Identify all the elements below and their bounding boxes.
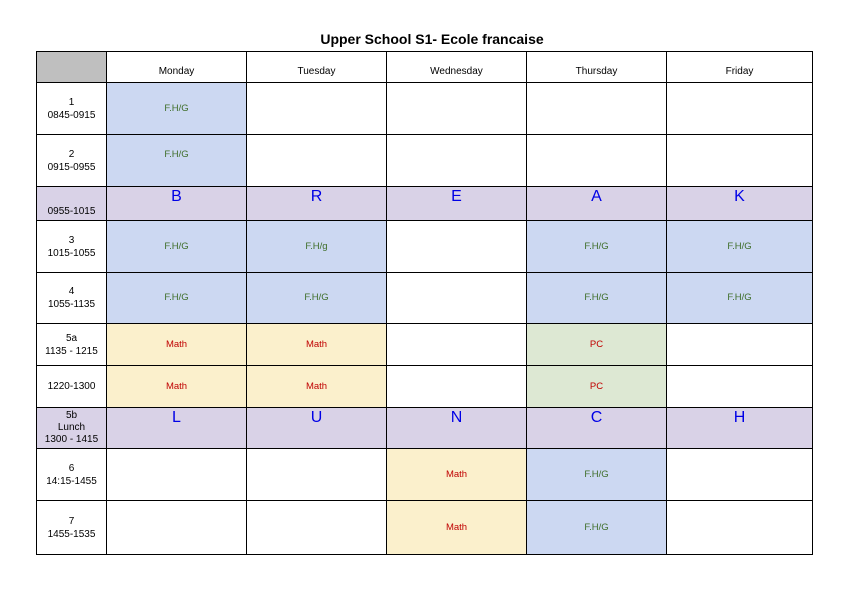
period-time-cell <box>37 83 107 135</box>
lesson-cell: F.H/G <box>107 221 247 273</box>
period-time-cell <box>37 408 107 449</box>
empty-cell <box>667 449 813 501</box>
empty-cell <box>247 83 387 135</box>
period-time: 0955-1015 <box>47 206 96 217</box>
period-number: 1 <box>68 96 75 108</box>
period-time: 1455-1535 <box>47 528 96 540</box>
period-number: 2 <box>68 148 75 160</box>
day-header-friday: Friday <box>667 52 813 83</box>
period-time: 0915-0955 <box>47 161 96 173</box>
period-row <box>37 449 813 501</box>
lesson-cell: Math <box>107 324 247 366</box>
period-number: 3 <box>68 234 75 246</box>
break-letter: B <box>107 187 247 221</box>
period-time-cell <box>37 135 107 187</box>
empty-cell <box>667 324 813 366</box>
period-time-cell <box>37 501 107 555</box>
break-letter: R <box>247 187 387 221</box>
period-number: 6 <box>68 462 75 474</box>
lesson-cell: F.H/G <box>527 501 667 555</box>
period-time-cell <box>37 449 107 501</box>
lunch-letter: L <box>107 408 247 449</box>
break-letter: K <box>667 187 813 221</box>
break-letter: A <box>527 187 667 221</box>
period-time: 1055-1135 <box>47 299 96 310</box>
empty-cell <box>527 83 667 135</box>
page-title: Upper School S1- Ecole francaise <box>320 31 544 47</box>
break-letter: E <box>387 187 527 221</box>
lesson-cell: Math <box>247 324 387 366</box>
lunch-row <box>37 408 813 449</box>
period-time: 0845-0915 <box>47 109 96 121</box>
period-time: 1300 - 1415 <box>44 434 99 445</box>
empty-cell <box>667 366 813 408</box>
empty-cell <box>107 501 247 555</box>
lunch-letter: U <box>247 408 387 449</box>
empty-cell <box>387 366 527 408</box>
lunch-letter: N <box>387 408 527 449</box>
lesson-cell: F.H/G <box>667 273 813 324</box>
lesson-cell: Math <box>387 501 527 555</box>
period-time: 14:15-1455 <box>46 475 97 487</box>
lesson-cell: Math <box>247 366 387 408</box>
empty-cell <box>527 135 667 187</box>
lesson-cell: F.H/G <box>107 83 247 135</box>
day-header-tuesday: Tuesday <box>247 52 387 83</box>
empty-cell <box>247 135 387 187</box>
lesson-cell: PC <box>527 366 667 408</box>
empty-cell <box>387 83 527 135</box>
lesson-cell: F.H/G <box>107 135 247 187</box>
period-time-cell <box>37 366 107 408</box>
empty-cell <box>667 135 813 187</box>
break-row <box>37 187 813 221</box>
empty-cell <box>247 501 387 555</box>
period-number: 5b <box>65 410 78 421</box>
period-number: 5a <box>65 332 78 344</box>
lesson-cell: F.H/G <box>247 273 387 324</box>
lesson-cell: F.H/G <box>667 221 813 273</box>
period-time-cell <box>37 221 107 273</box>
lesson-cell: F.H/g <box>247 221 387 273</box>
lunch-letter: C <box>527 408 667 449</box>
day-header-wednesday: Wednesday <box>387 52 527 83</box>
period-row <box>37 324 813 366</box>
lunch-letter: H <box>667 408 813 449</box>
empty-cell <box>247 449 387 501</box>
day-header-thursday: Thursday <box>527 52 667 83</box>
period-number: 7 <box>68 515 75 527</box>
period-row <box>37 221 813 273</box>
lesson-cell: F.H/G <box>527 273 667 324</box>
period-time: 1220-1300 <box>47 381 96 392</box>
corner-cell <box>37 52 107 83</box>
lesson-cell: Math <box>387 449 527 501</box>
empty-cell <box>667 501 813 555</box>
period-number: 4 <box>68 286 75 297</box>
period-time-cell <box>37 187 107 221</box>
lesson-cell: Math <box>107 366 247 408</box>
period-time-cell <box>37 273 107 324</box>
empty-cell <box>387 273 527 324</box>
empty-cell <box>387 221 527 273</box>
lunch-label: Lunch <box>57 422 86 433</box>
period-row <box>37 501 813 555</box>
day-header-monday: Monday <box>107 52 247 83</box>
header-row <box>37 52 813 83</box>
lesson-cell: PC <box>527 324 667 366</box>
period-time-cell <box>37 324 107 366</box>
period-time: 1015-1055 <box>47 247 96 259</box>
period-row <box>37 366 813 408</box>
period-row <box>37 135 813 187</box>
timetable <box>36 51 813 555</box>
empty-cell <box>387 135 527 187</box>
lesson-cell: F.H/G <box>527 221 667 273</box>
empty-cell <box>667 83 813 135</box>
period-row <box>37 273 813 324</box>
period-time: 1135 - 1215 <box>45 345 98 357</box>
lesson-cell: F.H/G <box>107 273 247 324</box>
period-row <box>37 83 813 135</box>
empty-cell <box>107 449 247 501</box>
empty-cell <box>387 324 527 366</box>
lesson-cell: F.H/G <box>527 449 667 501</box>
